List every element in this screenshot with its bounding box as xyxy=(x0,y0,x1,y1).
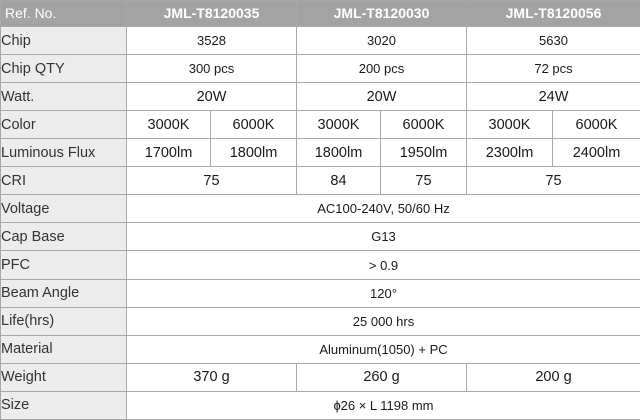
chip-row xyxy=(1,26,640,54)
table-cell: Aluminum(1050) + PC xyxy=(127,335,640,363)
chip-qty-row xyxy=(1,55,640,83)
table-cell: 75 xyxy=(127,167,297,195)
ref-no-header: Ref. No. xyxy=(1,1,127,27)
cap-base-row xyxy=(1,223,640,251)
table-cell: 1950lm xyxy=(381,139,467,167)
row-label: Life(hrs) xyxy=(1,307,127,335)
table-cell: 20W xyxy=(297,83,467,111)
table-cell: 84 xyxy=(297,167,381,195)
table-cell: 25 000 hrs xyxy=(127,307,640,335)
table-cell: 260 g xyxy=(297,363,467,391)
table-cell: 300 pcs xyxy=(127,55,297,83)
table-cell: > 0.9 xyxy=(127,251,640,279)
material-row xyxy=(1,335,640,363)
table-cell: 3020 xyxy=(297,26,467,54)
model-header: JML-T8120056 xyxy=(467,1,640,27)
table-cell: 6000K xyxy=(381,111,467,139)
color-row xyxy=(1,111,640,139)
header-row xyxy=(1,1,640,27)
voltage-row xyxy=(1,195,640,223)
table-cell: 6000K xyxy=(553,111,640,139)
row-label: Watt. xyxy=(1,83,127,111)
model-header: JML-T8120030 xyxy=(297,1,467,27)
table-cell: 3000K xyxy=(467,111,553,139)
row-label: Chip QTY xyxy=(1,55,127,83)
row-label: Voltage xyxy=(1,195,127,223)
table-cell: 72 pcs xyxy=(467,55,640,83)
pfc-row xyxy=(1,251,640,279)
luminous-flux-row xyxy=(1,139,640,167)
beam-angle-row xyxy=(1,279,640,307)
table-cell: 2300lm xyxy=(467,139,553,167)
model-header: JML-T8120035 xyxy=(127,1,297,27)
table-cell: 1700lm xyxy=(127,139,211,167)
table-cell: 200 pcs xyxy=(297,55,467,83)
row-label: Color xyxy=(1,111,127,139)
table-cell: 3000K xyxy=(127,111,211,139)
table-cell: 75 xyxy=(381,167,467,195)
table-cell: 3528 xyxy=(127,26,297,54)
row-label: Cap Base xyxy=(1,223,127,251)
row-label: Weight xyxy=(1,363,127,391)
watt-row xyxy=(1,83,640,111)
row-label: PFC xyxy=(1,251,127,279)
table-cell: 1800lm xyxy=(211,139,297,167)
table-cell: 120° xyxy=(127,279,640,307)
table-cell: G13 xyxy=(127,223,640,251)
row-label: Chip xyxy=(1,26,127,54)
weight-row xyxy=(1,363,640,391)
table-cell: 5630 xyxy=(467,26,640,54)
table-cell: 6000K xyxy=(211,111,297,139)
table-cell: 24W xyxy=(467,83,640,111)
table-cell: AC100-240V, 50/60 Hz xyxy=(127,195,640,223)
row-label: CRI xyxy=(1,167,127,195)
table-cell: 3000K xyxy=(297,111,381,139)
table-cell: ɸ26 × L 1198 mm xyxy=(127,391,640,419)
table-cell: 200 g xyxy=(467,363,640,391)
table-cell: 20W xyxy=(127,83,297,111)
size-row xyxy=(1,391,640,419)
row-label: Beam Angle xyxy=(1,279,127,307)
row-label: Luminous Flux xyxy=(1,139,127,167)
cri-row xyxy=(1,167,640,195)
row-label: Material xyxy=(1,335,127,363)
table-cell: 2400lm xyxy=(553,139,640,167)
life-row xyxy=(1,307,640,335)
table-cell: 1800lm xyxy=(297,139,381,167)
table-cell: 75 xyxy=(467,167,640,195)
row-label: Size xyxy=(1,391,127,419)
table-cell: 370 g xyxy=(127,363,297,391)
